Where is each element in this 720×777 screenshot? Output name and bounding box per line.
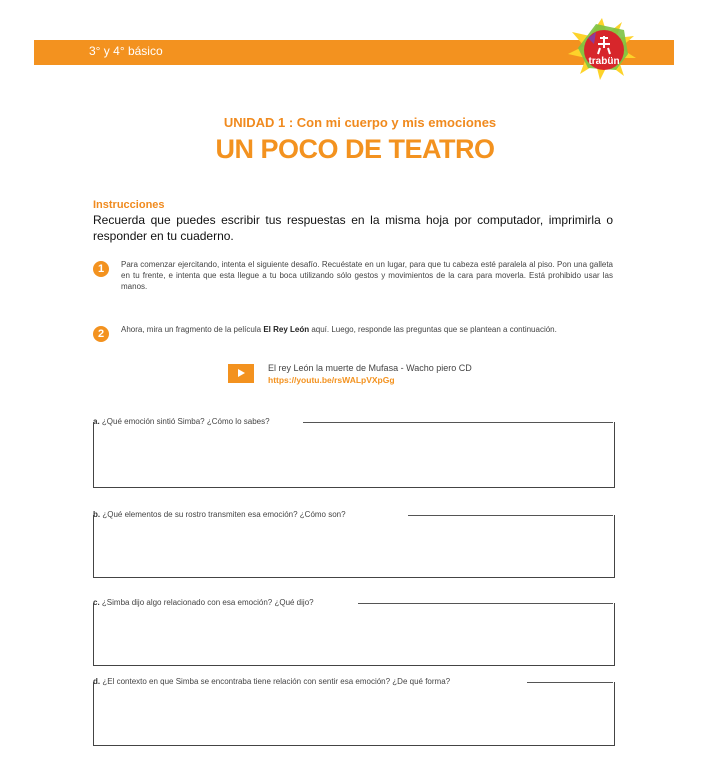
trabun-logo bbox=[566, 14, 638, 82]
question-c: c. ¿Simba dijo algo relacionado con esa emoción? ¿Qué dijo? bbox=[93, 598, 314, 607]
unit-title: UNIDAD 1 : Con mi cuerpo y mis emociones bbox=[223, 115, 497, 130]
instructions-label: Instrucciones bbox=[93, 199, 165, 211]
video-play-button[interactable] bbox=[228, 364, 254, 383]
movie-title: El Rey León bbox=[263, 325, 310, 334]
step-2-text: Ahora, mira un fragmento de la película El Rey León aquí. Luego, responde las preguntas que se plantean a continuación. bbox=[121, 325, 557, 334]
video-title: El rey León la muerte de Mufasa - Wacho piero CD bbox=[268, 363, 472, 373]
answer-box-c[interactable] bbox=[93, 603, 615, 666]
step-1-text: Para comenzar ejercitando, intenta el siguiente desafío. Recuéstate en un lugar, para que tu cabeza esté paralela al piso. Pon una galleta en tu frente, e intenta que esta llegue a tu boca utilizando sólo gestos y movimientos de la cara para moverla. Está prohibido usar las manos. bbox=[121, 260, 613, 291]
video-link[interactable]: https://youtu.be/rsWALpVXpGg bbox=[268, 375, 395, 385]
step-1-number: 1 bbox=[93, 261, 109, 277]
grade-label: 3° y 4° básico bbox=[89, 44, 163, 58]
question-d: d. ¿El contexto en que Simba se encontraba tiene relación con sentir esa emoción? ¿De qué forma? bbox=[93, 677, 451, 686]
step-2-number: 2 bbox=[93, 326, 109, 342]
answer-box-a[interactable] bbox=[93, 422, 615, 488]
svg-text:trabün: trabün bbox=[588, 56, 620, 67]
question-a: a. ¿Qué emoción sintió Simba? ¿Cómo lo sabes? bbox=[93, 417, 270, 426]
answer-box-b[interactable] bbox=[93, 515, 615, 578]
page-title: UN POCO DE TEATRO bbox=[215, 134, 495, 164]
instructions-text: Recuerda que puedes escribir tus respuestas en la misma hoja por computador, imprimirla o responder en tu cuaderno. bbox=[93, 213, 613, 243]
play-icon bbox=[238, 369, 245, 377]
answer-box-d[interactable] bbox=[93, 682, 615, 746]
question-b: b. ¿Qué elementos de su rostro transmiten esa emoción? ¿Cómo son? bbox=[93, 510, 346, 519]
